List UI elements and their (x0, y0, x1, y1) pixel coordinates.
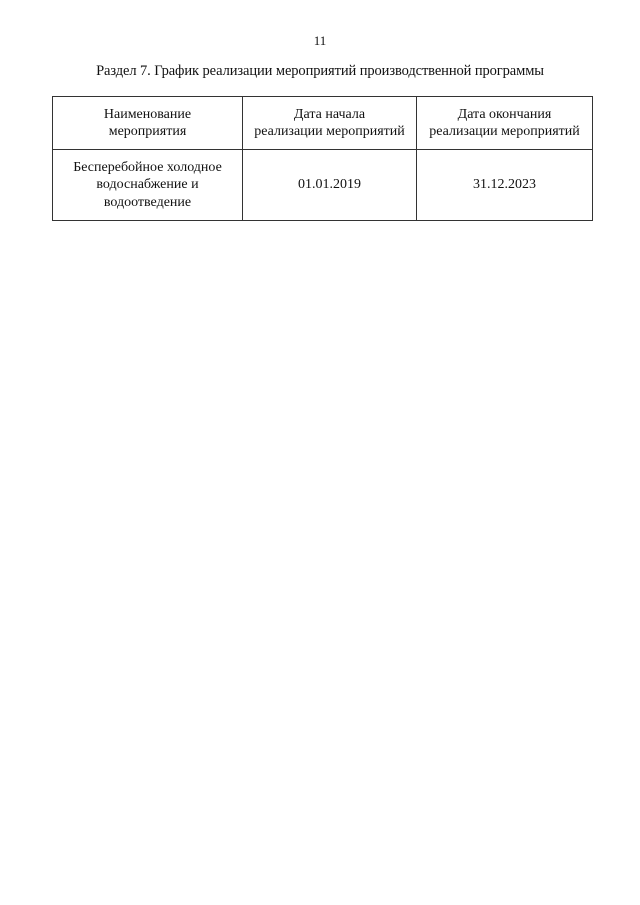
header-end-date (417, 97, 593, 150)
table-row (53, 150, 593, 221)
cell-event-name (53, 150, 243, 221)
table-header-row (53, 97, 593, 150)
page-number: 11 (313, 33, 327, 48)
end-date-text: 31.12.2023 (473, 177, 536, 193)
cell-end-date (417, 150, 593, 221)
event-name-text: Бесперебойное холодное водоснабжение и водоотведение (73, 159, 222, 210)
section-title: Раздел 7. График реализации мероприятий производственной программы (96, 63, 544, 79)
schedule-table (52, 96, 593, 221)
cell-start-date (243, 150, 417, 221)
header-end-date-label: Дата окончания реализации мероприятий (429, 106, 580, 139)
start-date-text: 01.01.2019 (298, 177, 361, 193)
header-start-date (243, 97, 417, 150)
header-name-label: Наименование мероприятия (103, 106, 192, 139)
header-name (53, 97, 243, 150)
header-start-date-label: Дата начала реализации мероприятий (254, 106, 405, 139)
